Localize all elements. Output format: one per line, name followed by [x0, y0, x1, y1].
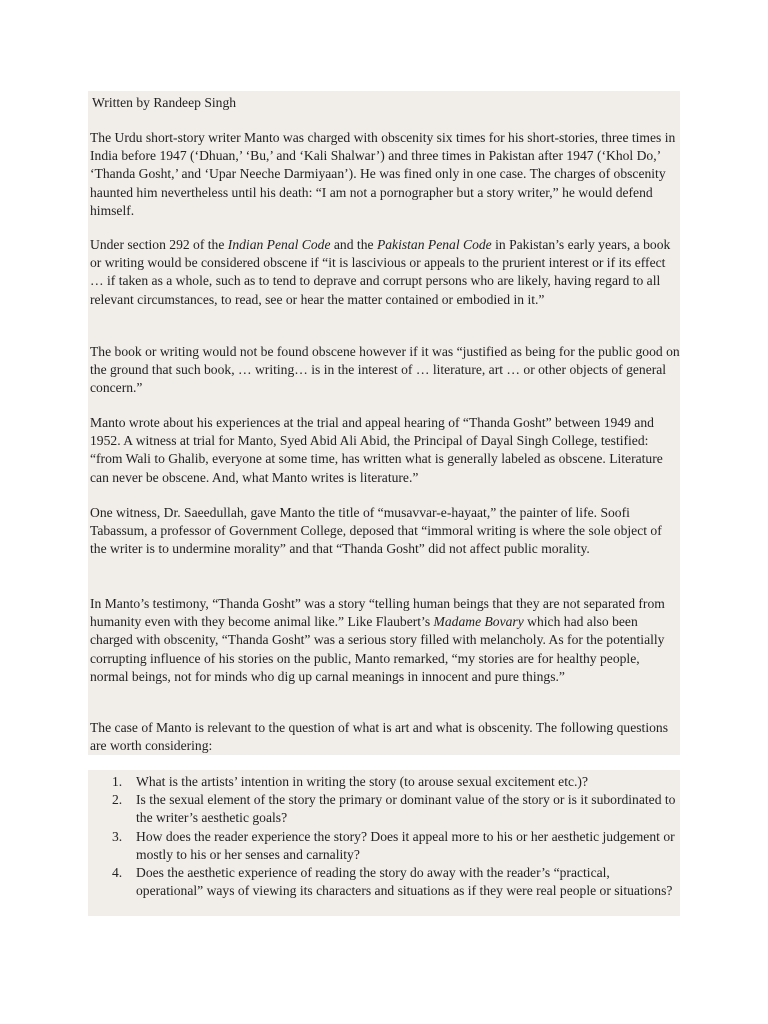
- paragraph-text: The case of Manto is relevant to the question of what is art and what is obscenity. The following questions are worth considering:: [90, 720, 668, 754]
- list-item-number: 2.: [112, 792, 123, 808]
- list-item-text: How does the reader experience the story? Does it appeal more to his or her aesthetic judgement or mostly to his or her senses and carnality?: [136, 828, 675, 862]
- paragraph: [90, 236, 680, 309]
- list-item-number: 4.: [112, 865, 123, 881]
- list-item: [92, 828, 678, 864]
- paragraph: [90, 343, 680, 398]
- paragraph-text: The book or writing would not be found obscene however if it was “justified as being for the public good on the ground that such book, … writing… is in the interest of … literature, art … or other objects of general concern.”: [90, 344, 680, 396]
- paragraph: [90, 595, 680, 686]
- italic-text: Indian Penal Code: [227, 237, 331, 252]
- paragraph-text: and the: [330, 237, 377, 252]
- list-item-text: What is the artists’ intention in writing the story (to arouse sexual excitement etc.)?: [136, 774, 588, 789]
- list-item-text: Does the aesthetic experience of reading the story do away with the reader’s “practical, operational” ways of viewing its characters and situations as if they were real people or situations?: [136, 865, 673, 899]
- paragraph-text: One witness, Dr. Saeedullah, gave Manto the title of “musavvar-e-hayaat,” the painter of life. Soofi Tabassum, a professor of Government College, deposed that “immoral writing is where the sole object of the writer is to undermine morality” and that “Thanda Gosht” did not affect public morality.: [90, 505, 662, 557]
- questions-list: [92, 773, 678, 900]
- list-item: [92, 791, 678, 827]
- list-item: [92, 773, 678, 791]
- author-line: Written by Randeep Singh: [92, 95, 237, 110]
- paragraph: [90, 504, 680, 559]
- list-item: [92, 864, 678, 900]
- paragraph-text: which had also been charged with obscenity, “Thanda Gosht” was a serious story filled with melancholy. As for the potentially corrupting influence of his stories on the public, Manto remarked, “my stories are for healthy people, normal beings, not for minds who dig up carnal meanings in innocent and pure things.”: [90, 614, 665, 684]
- list-item-number: 3.: [112, 828, 123, 844]
- paragraph: [90, 719, 680, 755]
- italic-text: Madame Bovary: [433, 614, 524, 630]
- list-item-text: Is the sexual element of the story the primary or dominant value of the story or is it subordinated to the writer’s aesthetic goals?: [136, 792, 676, 826]
- paragraph-text: Manto wrote about his experiences at the trial and appeal hearing of “Thanda Gosht” between 1949 and 1952. A witness at trial for Manto, Syed Abid Ali Abid, the Principal of Dayal Singh College, testified: “from Wali to Ghalib, everyone at some time, has written what is generally labeled as obscene. Literature can never be obscene. And, what Manto writes is literature.”: [90, 415, 663, 485]
- paragraph-text: Under section 292 of the: [90, 237, 228, 252]
- paragraph-text: in Pakistan’s early years, a book or writing would be considered obscene if “it is lascivious or appeals to the prurient interest or if its effect … if taken as a whole, such as to tend to deprave and corrupt persons who are likely, having regard to all relevant circumstances, to read, see or hear the matter contained or embodied in it.”: [90, 237, 671, 307]
- list-item-number: 1.: [112, 774, 123, 789]
- paragraph-text: In Manto’s testimony, “Thanda Gosht” was a story “telling human beings that they are not separated from humanity even with they become animal like.” Like Flaubert’s: [90, 596, 665, 630]
- italic-text: Pakistan Penal Code: [376, 237, 492, 252]
- paragraph-text: The Urdu short-story writer Manto was charged with obscenity six times for his short-stories, three times in India before 1947 (‘Dhuan,’ ‘Bu,’ and ‘Kali Shalwar’) and three times in Pakistan after 1947 (‘Khol Do,’ ‘Thanda Gosht,’ and ‘Upar Neeche Darmiyaan’). He was fined only in one case. The charges of obscenity haunted him nevertheless until his death: “I am not a pornographer but a story writer,” he would defend himself.: [90, 130, 676, 218]
- paragraph: [90, 129, 680, 220]
- paragraph: [90, 414, 680, 487]
